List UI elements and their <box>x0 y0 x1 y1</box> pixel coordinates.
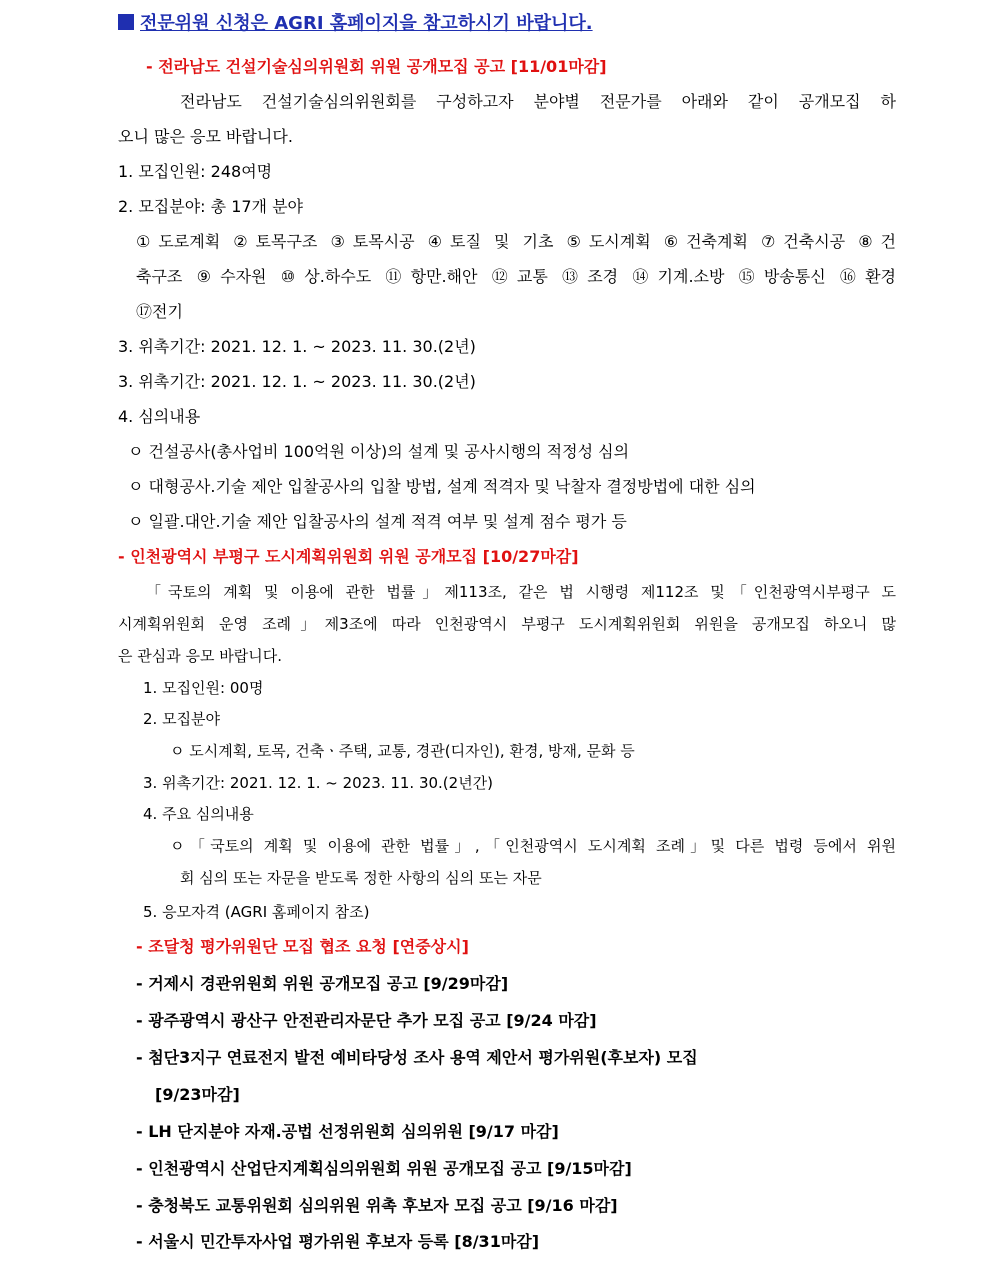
notice2-review-line2: 회 심의 또는 자문을 받도록 정한 사항의 심의 또는 자문 <box>180 869 542 887</box>
notice2-item5: 5. 응모자격 (AGRI 홈페이지 참조) <box>143 903 370 921</box>
notice1-fields-line3: ⑰전기 <box>136 302 183 321</box>
notice-item: - 거제시 경관위원회 위원 공개모집 공고 [9/29마감] <box>136 974 509 993</box>
notice3-title: - 조달청 평가위원단 모집 협조 요청 [연중상시] <box>136 937 469 956</box>
notice2-intro-line3: 은 관심과 응모 바랍니다. <box>118 647 282 665</box>
page-title <box>118 12 593 36</box>
page-title-text: 전문위원 신청은 AGRI 홈페이지을 참고하시기 바랍니다. <box>140 13 593 34</box>
notice1-item3a: 3. 위촉기간: 2021. 12. 1. ~ 2023. 11. 30.(2년) <box>118 337 476 356</box>
notice1-review1: ㅇ 건설공사(총사업비 100억원 이상)의 설계 및 공사시행의 적정성 심의 <box>128 442 630 461</box>
notice-item-continuation: [9/23마감] <box>155 1085 240 1104</box>
notice1-review3: ㅇ 일괄.대안.기술 제안 입찰공사의 설계 적격 여부 및 설계 점수 평가 등 <box>128 512 627 531</box>
notice-item: - 광주광역시 광산구 안전관리자문단 추가 모집 공고 [9/24 마감] <box>136 1011 597 1030</box>
notice1-item2: 2. 모집분야: 총 17개 분야 <box>118 197 304 216</box>
notice2-item2: 2. 모집분야 <box>143 710 221 728</box>
notice1-fields-line2: 축구조 ⑨수자원 ⑩상.하수도 ⑪항만.해안 ⑫교통 ⑬조경 ⑭기계.소방 ⑮방송통신 ⑯환경 <box>136 267 896 286</box>
notice-item: - 충청북도 교통위원회 심의위원 위촉 후보자 모집 공고 [9/16 마감] <box>136 1196 618 1215</box>
notice2-intro-line2: 시계획위원회 운영 조례」제3조에 따라 인천광역시 부평구 도시계획위원회 위원을 공개모집 하오니 많 <box>118 615 896 633</box>
notice-item: - LH 단지분야 자재.공법 선정위원회 심의위원 [9/17 마감] <box>136 1122 559 1141</box>
notice1-review2: ㅇ 대형공사.기술 제안 입찰공사의 입찰 방법, 설계 적격자 및 낙찰자 결정방법에 대한 심의 <box>128 477 756 496</box>
notice1-item1: 1. 모집인원: 248여명 <box>118 162 273 181</box>
square-bullet-icon <box>118 14 134 30</box>
notice1-item4: 4. 심의내용 <box>118 407 201 426</box>
notice2-review-line1: ㅇ「국토의 계획 및 이용에 관한 법률」,「인천광역시 도시계획 조례」및 다른 법령 등에서 위원 <box>170 837 896 855</box>
notice2-item4: 4. 주요 심의내용 <box>143 805 254 823</box>
notice-item: - 인천광역시 산업단지계획심의위원회 위원 공개모집 공고 [9/15마감] <box>136 1159 632 1178</box>
notice1-title: - 전라남도 건설기술심의위원회 위원 공개모집 공고 [11/01마감] <box>146 57 607 76</box>
notice1-item3b: 3. 위촉기간: 2021. 12. 1. ~ 2023. 11. 30.(2년) <box>118 372 476 391</box>
notice1-intro-line1: 전라남도 건설기술심의위원회를 구성하고자 분야별 전문가를 아래와 같이 공개모집 하 <box>180 92 896 111</box>
notice1-fields-line1: ①도로계획 ②토목구조 ③토목시공 ④토질 및 기초 ⑤도시계획 ⑥건축계획 ⑦건축시공 ⑧건 <box>136 232 896 251</box>
notice2-intro-line1: 「국토의 계획 및 이용에 관한 법률」제113조, 같은 법 시행령 제112조 및「인천광역시부평구 도 <box>146 583 896 601</box>
notice2-item3: 3. 위촉기간: 2021. 12. 1. ~ 2023. 11. 30.(2년간) <box>143 774 494 792</box>
notice2-fields: ㅇ 도시계획, 토목, 건축ㆍ주택, 교통, 경관(디자인), 환경, 방재, 문화 등 <box>170 742 635 760</box>
notice-item: - 첨단3지구 연료전지 발전 예비타당성 조사 용역 제안서 평가위원(후보자) 모집 <box>136 1048 698 1067</box>
notice-item: - 서울시 민간투자사업 평가위원 후보자 등록 [8/31마감] <box>136 1232 540 1251</box>
notice2-item1: 1. 모집인원: 00명 <box>143 679 264 697</box>
notice2-title: - 인천광역시 부평구 도시계획위원회 위원 공개모집 [10/27마감] <box>118 547 579 566</box>
notice1-intro-line2: 오니 많은 응모 바랍니다. <box>118 127 293 146</box>
